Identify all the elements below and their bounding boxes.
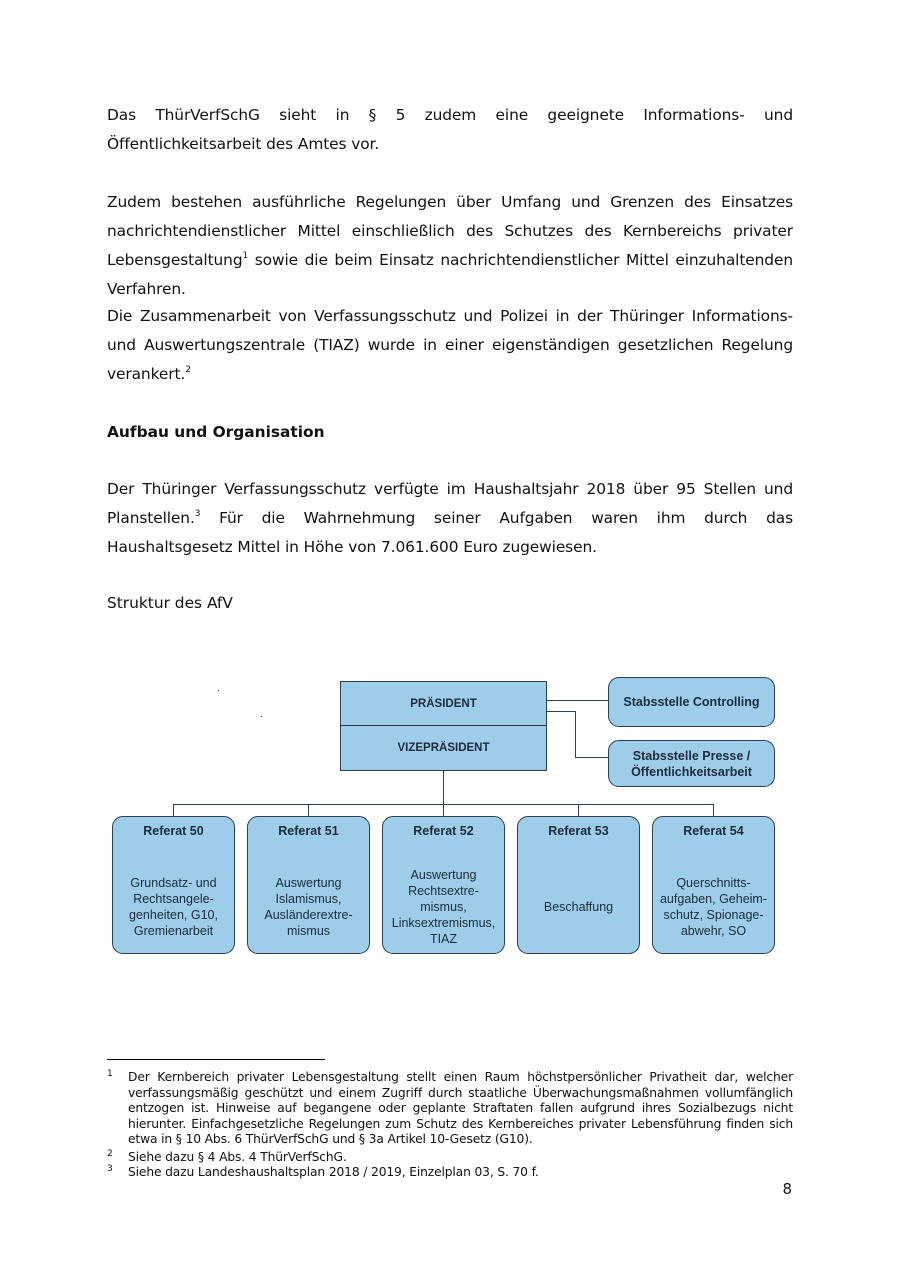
referat-52-description: [385, 861, 502, 953]
footnote-ref-3[interactable]: 3: [194, 508, 201, 519]
paragraph-2-text-cont: sowie die beim Einsatz nachrichtendienstlicher Mittel einzuhaltenden Verfahren.: [107, 251, 793, 298]
referat-53-box: [517, 816, 640, 954]
referat-51-box: [247, 816, 370, 954]
president-label: PRÄSIDENT: [410, 698, 477, 710]
referat-50-box: [112, 816, 235, 954]
paragraph-1-text: Das ThürVerfSchG sieht in § 5 zudem eine geeignete Informations- und Öffentlichkeitsarbeit des Amtes vor.: [107, 106, 793, 153]
connector-bus: [173, 804, 714, 805]
referat-54-box: [652, 816, 775, 954]
speck: [261, 716, 262, 717]
footnote-separator: [107, 1059, 325, 1060]
referat-52-line: Auswertung: [410, 868, 477, 882]
paragraph-4: [107, 475, 793, 562]
referat-50-line: genheiten, G10,: [129, 908, 218, 922]
footnote-1-text: Der Kernbereich privater Lebensgestaltung stellt einen Raum höchstpersönlicher Privatheit dar, welcher verfassungsmäßig geschützt und einem Zugriff durch staatliche Überwachungsmaßnahmen vollumfänglich entzogen ist. Hinweise auf begangene oder geplante Straftaten fallen aufgrund ihres Sozialbezugs nicht hierunter. Einfachgesetzliche Regelungen zum Schutz des Kernbereiches privater Lebensführung finden sich etwa in § 10 Abs. 6 ThürVerfSchG und § 3a Artikel 10-Gesetz (G10).: [128, 1070, 793, 1147]
connector-ref-52: [443, 804, 444, 817]
vice-president-box: [340, 725, 547, 771]
staff-press-box: [608, 740, 775, 787]
paragraph-3: [107, 302, 793, 389]
referat-50-description: [115, 861, 232, 953]
referat-51-line: Auswertung: [275, 876, 342, 890]
paragraph-2-text: Zudem bestehen ausführliche Regelungen über Umfang und Grenzen des Einsatzes nachrichtendienstlicher Mittel einschließlich des Schutzes des Kernbereichs privater Lebensgestaltung: [107, 193, 793, 269]
referat-51-line: mismus: [286, 924, 331, 938]
paragraph-2: [107, 188, 793, 304]
connector-controlling: [547, 700, 609, 701]
referat-50-title: Referat 50: [143, 824, 204, 838]
connector-ref-53: [578, 804, 579, 817]
connector-press-h2: [575, 757, 609, 758]
paragraph-4-text: Der Thüringer Verfassungsschutz verfügte im Haushaltsjahr 2018 über 95 Stellen und Planstellen.: [107, 480, 793, 527]
connector-trunk: [443, 770, 444, 805]
referat-50-line: Rechtsangele-: [133, 892, 214, 906]
referat-51-description: [250, 861, 367, 953]
referat-54-description: [655, 861, 772, 953]
referat-54-title: Referat 54: [683, 824, 744, 838]
referat-53-description: [520, 861, 637, 953]
figure-caption: Struktur des AfV: [107, 594, 233, 612]
referat-52-line: TIAZ: [429, 932, 458, 946]
staff-press-label-line1: Stabsstelle Presse /: [632, 748, 751, 763]
footnote-2-number: 2: [107, 1149, 113, 1159]
connector-ref-51: [308, 804, 309, 817]
paragraph-3-text: Die Zusammenarbeit von Verfassungsschutz und Polizei in der Thüringer Informations- und Auswertungszentrale (TIAZ) wurde in einer eigenständigen gesetzlichen Regelung verankert.: [107, 307, 793, 383]
referat-52-line: mismus,: [420, 900, 467, 914]
connector-ref-54: [713, 804, 714, 817]
page-number: 8: [782, 1180, 792, 1198]
referat-54-line: schutz, Spionage-: [663, 908, 764, 922]
referat-50-line: Gremienarbeit: [133, 924, 214, 938]
referat-52-line: Linksextremismus,: [391, 916, 496, 930]
connector-press-h1: [547, 711, 576, 712]
footnote-ref-1[interactable]: 1: [242, 250, 249, 261]
footnote-2-text: Siehe dazu § 4 Abs. 4 ThürVerfSchG.: [128, 1150, 347, 1164]
footnote-1: [107, 1070, 793, 1148]
referat-54-line: aufgaben, Geheim-: [659, 892, 767, 906]
referat-52-box: [382, 816, 505, 954]
president-box: [340, 681, 547, 727]
referat-53-title: Referat 53: [548, 824, 609, 838]
staff-controlling-box: [608, 677, 775, 727]
referat-51-line: Islamismus,: [275, 892, 342, 906]
staff-press-label-line2: Öffentlichkeitsarbeit: [631, 764, 752, 779]
referat-51-title: Referat 51: [278, 824, 339, 838]
referat-50-line: Grundsatz- und: [130, 876, 217, 890]
vice-president-label: VIZEPRÄSIDENT: [397, 742, 490, 754]
paragraph-4-text-cont: Für die Wahrnehmung seiner Aufgaben waren ihm durch das Haushaltsgesetz Mittel in Höhe von 7.061.600 Euro zugewiesen.: [107, 509, 793, 556]
speck: [218, 690, 219, 691]
footnote-ref-2[interactable]: 2: [185, 364, 191, 375]
referat-51-line: Ausländerextre-: [264, 908, 353, 922]
referat-54-line: Querschnitts-: [676, 876, 751, 890]
paragraph-1: [107, 101, 793, 159]
referat-54-line: abwehr, SO: [680, 924, 747, 938]
connector-press-v: [575, 711, 576, 758]
referat-53-line: Beschaffung: [543, 900, 614, 914]
staff-controlling-label: Stabsstelle Controlling: [623, 695, 760, 709]
section-heading: Aufbau und Organisation: [107, 423, 325, 441]
footnote-3-text: Siehe dazu Landeshaushaltsplan 2018 / 2019, Einzelplan 03, S. 70 f.: [128, 1165, 539, 1179]
footnote-2: [107, 1150, 793, 1166]
referat-52-line: Rechtsextre-: [408, 884, 479, 898]
referat-52-title: Referat 52: [413, 824, 474, 838]
footnote-3: [107, 1165, 793, 1181]
footnote-3-number: 3: [107, 1164, 113, 1174]
connector-ref-50: [173, 804, 174, 817]
footnote-1-number: 1: [107, 1069, 113, 1079]
